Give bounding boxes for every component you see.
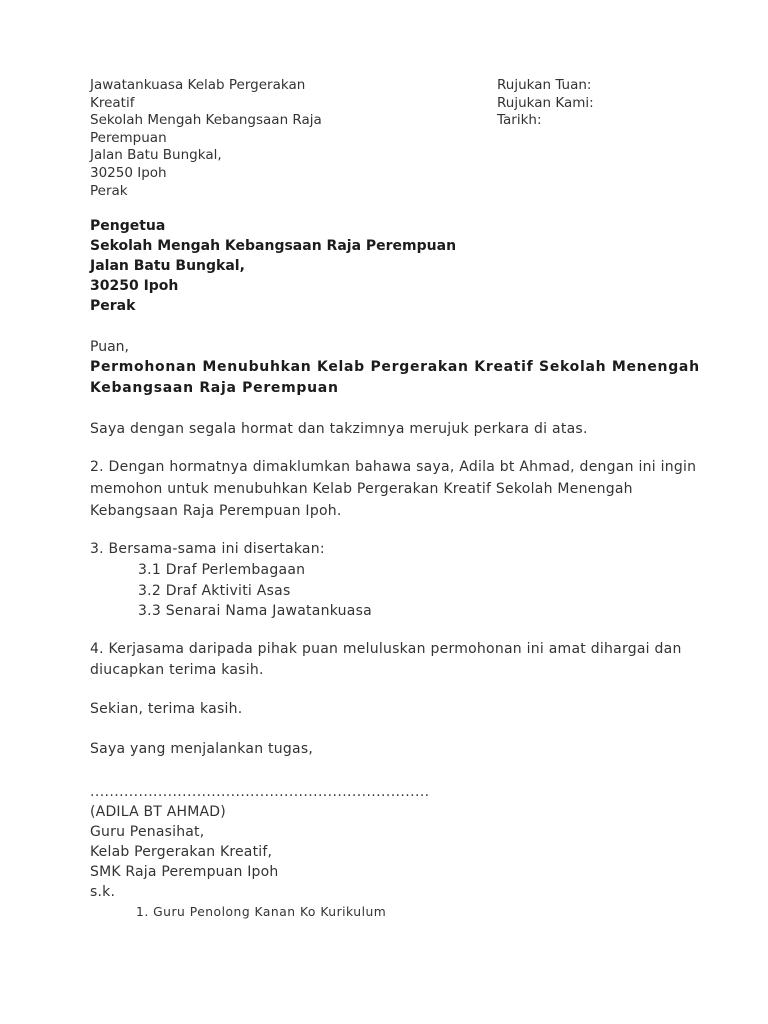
signature-dotted-line: ......................................................................: [90, 784, 430, 800]
enclosure-item: 3.3 Senarai Nama Jawatankuasa: [138, 603, 372, 620]
sender-address-block: [90, 77, 322, 200]
reference-label-tarikh: Tarikh:: [497, 112, 542, 129]
reference-label-tuan: Rujukan Tuan:: [497, 77, 592, 93]
cc-item: 1. Guru Penolong Kanan Ko Kurikulum: [136, 905, 387, 919]
subject-line-text: Kebangsaan Raja Perempuan: [90, 379, 339, 396]
signature-title-line: Kelab Pergerakan Kreatif,: [90, 844, 273, 860]
sender-address-line: Jawatankuasa Kelab Pergerakan: [90, 77, 306, 93]
paragraph-intro: Saya dengan segala hormat dan takzimnya merujuk perkara di atas.: [90, 421, 588, 437]
paragraph-2-line: Kebangsaan Raja Perempuan Ipoh.: [90, 503, 342, 519]
signature-name: (ADILA BT AHMAD): [90, 804, 226, 820]
sender-address-line: 30250 Ipoh: [90, 164, 167, 181]
salutation: Puan,: [90, 339, 129, 355]
recipient-address-line: 30250 Ipoh: [90, 278, 179, 295]
sender-address-line: Perempuan: [90, 129, 167, 146]
reference-block: [497, 77, 594, 130]
paragraph-2-line: memohon untuk menubuhkan Kelab Pergerakan Kreatif Sekolah Menengah: [90, 481, 633, 497]
recipient-address-block: [90, 216, 456, 316]
paragraph-3-heading: 3. Bersama-sama ini disertakan:: [90, 541, 325, 557]
signature-title-line: SMK Raja Perempuan Ipoh: [90, 864, 279, 880]
paragraph-3: [90, 539, 372, 622]
pre-signature-line: Saya yang menjalankan tugas,: [90, 741, 314, 757]
enclosure-item: 3.2 Draf Aktiviti Asas: [138, 582, 291, 599]
cc-label: s.k.: [90, 884, 116, 900]
reference-label-kami: Rujukan Kami:: [497, 94, 594, 111]
recipient-address-line: Perak: [90, 298, 136, 315]
signature-title-line: Guru Penasihat,: [90, 824, 205, 840]
paragraph-4: [90, 639, 682, 680]
sender-address-line: Sekolah Mengah Kebangsaan Raja: [90, 112, 322, 129]
subject-line-text: Permohonan Menubuhkan Kelab Pergerakan Kreatif Sekolah Menengah: [90, 359, 700, 375]
paragraph-2-line: 2. Dengan hormatnya dimaklumkan bahawa saya, Adila bt Ahmad, dengan ini ingin: [90, 459, 697, 475]
recipient-address-line: Sekolah Mengah Kebangsaan Raja Perempuan: [90, 238, 457, 255]
recipient-address-line: Pengetua: [90, 218, 166, 234]
sender-address-line: Kreatif: [90, 94, 135, 111]
subject-line: [90, 357, 700, 398]
enclosure-item: 3.1 Draf Perlembagaan: [138, 561, 306, 578]
recipient-address-line: Jalan Batu Bungkal,: [90, 258, 245, 275]
sender-address-line: Jalan Batu Bungkal,: [90, 147, 222, 164]
paragraph-4-line: 4. Kerjasama daripada pihak puan meluluskan permohonan ini amat dihargai dan: [90, 641, 682, 657]
signature-block: [90, 782, 430, 922]
paragraph-2: [90, 456, 696, 522]
sender-address-line: Perak: [90, 182, 128, 199]
paragraph-4-line: diucapkan terima kasih.: [90, 661, 264, 678]
closing-line: Sekian, terima kasih.: [90, 701, 243, 717]
